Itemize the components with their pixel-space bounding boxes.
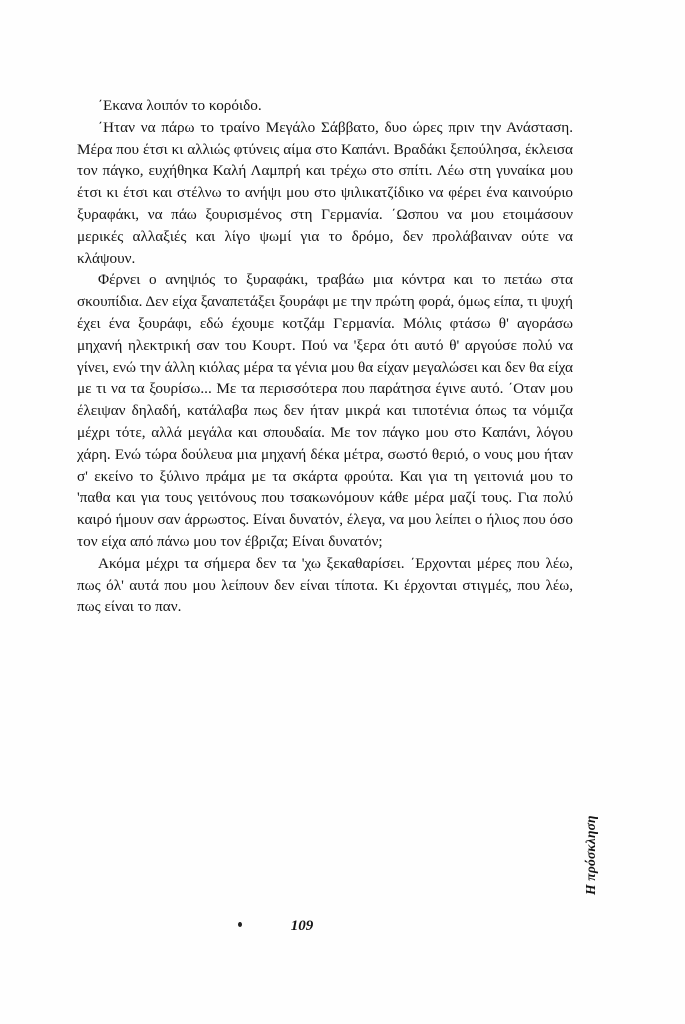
paragraph-2: ΄Ηταν να πάρω το τραίνο Μεγάλο Σάββατο, δυο ώρες πριν την Ανάσταση. Μέρα που έτσι κι αλλιώς φτύνεις αίμα στο Καπάνι. Βραδάκι ξεπούλησα, έκλεισα τον πάγκο, ευχήθηκα Καλή Λαμπρή και τρέχω στο σπίτι. Λέω στη γυναίκα μου έτσι κι έτσι και στέλνω το ανήψι μου στο ψιλικατζίδικο να φέρει ένα καινούριο ξυραφάκι, να πάω ξουρισμένος στη Γερμανία. ΄Ωσπου να μου ετοιμάσουν μερικές αλλαξιές και λίγο ψωμί για το δρόμο, δεν προλάβαιναν ούτε να κλάψουν. [77, 118, 573, 267]
paragraph-4: Ακόμα μέχρι τα σήμερα δεν τα 'χω ξεκαθαρίσει. ΄Ερχονται μέρες που λέω, πως όλ' αυτά που μου λείπουν δεν είναι τίποτα. Κι έρχονται στιγμές, που λέω, πως είναι το παν. [77, 554, 573, 616]
running-head: Η πρόσκληση [583, 815, 598, 895]
body-text [77, 95, 573, 618]
paragraph-3: Φέρνει ο ανηψιός το ξυραφάκι, τραβάω μια κόντρα και το πετάω στα σκουπίδια. Δεν είχα ξαναπετάξει ξουράφι με την πρώτη φορά, όμως είπα, τι ψυχή έχει ένα ξουράφι, εδώ έχουμε κοτζάμ Γερμανία. Μόλις φτάσω θ' αγοράσω μηχανή ηλεκτρική σαν του Κουρτ. Πού να 'ξερα ότι αυτό θ' αργούσε πολύ να γίνει, ενώ την άλλη κιόλας μέρα τα γένια μου θα είχαν μεγαλώσει και δεν θα είχα με τι να τα ξουρίσω... Με τα περισσότερα που παράτησα έγινε αυτό. ΄Οταν μου έλειψαν δηλαδή, κατάλαβα πως δεν ήταν μικρά και τιποτένια όπως τα νόμιζα μέχρι τότε, αλλά μεγάλα και σπουδαία. Με τον πάγκο μου στο Καπάνι, λόγου χάρη. Ενώ τώρα δούλευα μια μηχανή δέκα μέτρα, σωστό θεριό, ο νους μου ήταν σ' εκείνο το ξύλινο πράμα με τα σκάρτα φρούτα. Και για τη γειτονιά μου το 'παθα και για τους γειτόνους που τσακωνόμουν κάθε μέρα μαζί τους. Για πολύ καιρό ήμουν σαν άρρωστος. Είναι δυνατόν, έλεγα, να μου λείπει ο ήλιος που όσο τον είχα από πάνω μου τον έβριζα; Είναι δυνατόν; [77, 271, 573, 550]
page-number: 109 [290, 918, 314, 934]
ink-speck [238, 922, 242, 927]
paragraph-1: ΄Εκανα λοιπόν το κορόιδο. [98, 97, 262, 114]
